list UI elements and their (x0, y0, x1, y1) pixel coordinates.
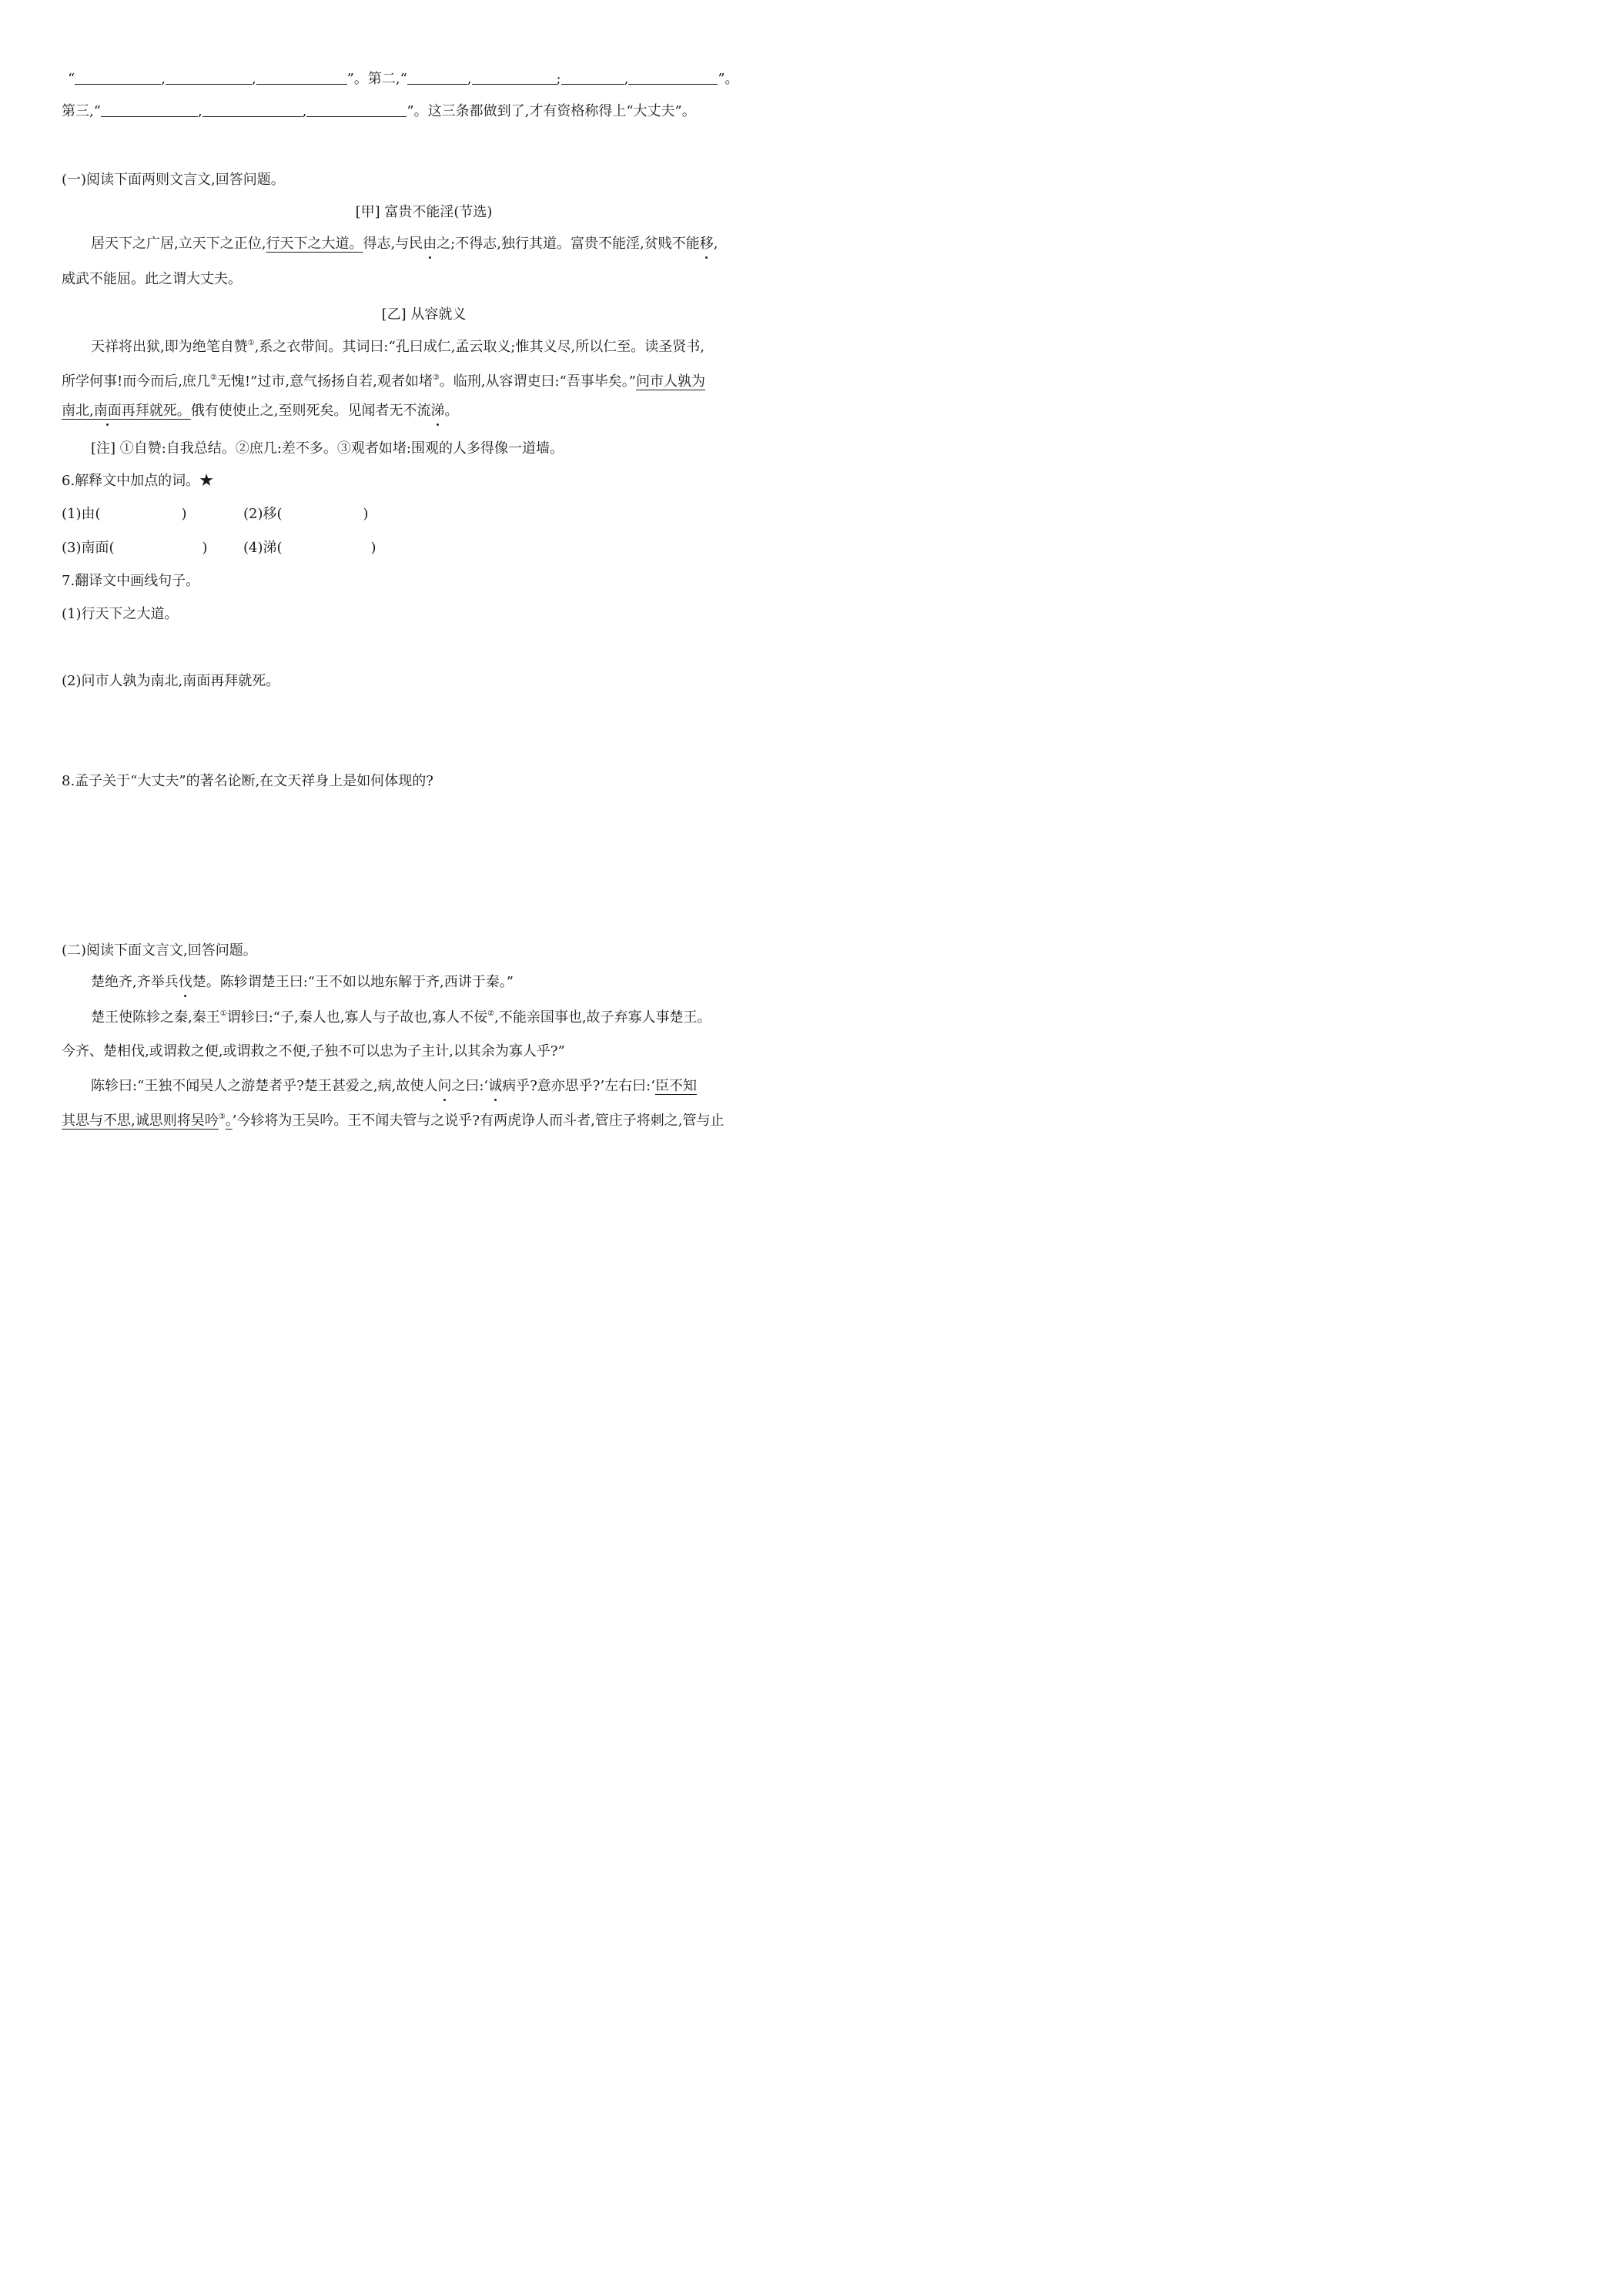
q6-item-4 (243, 539, 376, 557)
answer-blank-3[interactable] (256, 70, 347, 85)
passage-text: 之;不得志,独行其道。富贵不能淫,贫贱不能 (437, 236, 700, 252)
underlined-sentence: 再拜就死。 (121, 403, 191, 419)
comma: , (161, 71, 166, 87)
fill-blank-text: 第三,“ (62, 103, 101, 119)
passage-yi-title: [乙] 从容就义 (381, 306, 467, 323)
answer-blank-2[interactable] (166, 70, 252, 85)
question-6: 6.解释文中加点的词。★ (62, 473, 214, 489)
answer-blank-8[interactable] (101, 102, 198, 117)
answer-blank-7[interactable] (628, 70, 718, 85)
underlined-sentence: 臣不知 (654, 1078, 697, 1094)
q6-item-label: (2)移( (243, 506, 283, 522)
passage-text: 所学何事!而今而后,庶几 (62, 373, 210, 390)
passage-text: ,不能亲国事也,故子弃寡人事楚王。 (494, 1009, 711, 1026)
underlined-sentence: 问市人孰为 (636, 373, 705, 390)
footnote-marker: ② (487, 1009, 495, 1018)
passage-2-line-3: 今齐、楚相伐,或谓救之便,或谓救之不便,子独不可以忠为子主计,以其余为寡人乎?” (62, 1043, 565, 1059)
question-7: 7.翻译文中画线句子。 (62, 573, 200, 589)
q6-item-label: (3)南面( (62, 540, 115, 556)
comma: , (197, 103, 202, 119)
passage-text: 楚王使陈轸之秦,秦王 (91, 1009, 220, 1026)
dotted-word: 由 (423, 236, 437, 252)
passage-jia-title: [甲] 富贵不能淫(节选) (355, 204, 493, 220)
passage-text: , (713, 236, 718, 252)
passage-yi-line-1 (91, 338, 704, 356)
passage-text: 之曰:‘ (451, 1078, 489, 1094)
paren-close: ) (181, 506, 187, 522)
quote-open: “ (68, 71, 75, 87)
passage-text: ,系之衣带间。其词曰:“孔曰成仁,孟云取义;惟其义尽,所以仁至。读圣贤书, (254, 339, 704, 355)
fill-blank-line-1 (68, 70, 739, 89)
question-7-2: (2)问市人孰为南北,南面再拜就死。 (62, 673, 280, 689)
passage-text: 谓轸曰:“子,秦人也,寡人与子故也,寡人不佞 (226, 1009, 488, 1026)
semicolon: ; (556, 71, 561, 87)
dotted-word: 伐 (178, 974, 192, 990)
q6-item-label: (1)由( (62, 506, 101, 522)
paren-close: ) (370, 540, 376, 556)
passage-2-line-2 (91, 1009, 711, 1027)
passage-yi-line-3 (62, 402, 458, 420)
passage-yi-line-2 (62, 373, 705, 391)
passage-jia-line-2: 威武不能屈。此之谓大丈夫。 (62, 271, 242, 287)
passage-text: ’今轸将为王吴吟。王不闻夫管与之说乎?有两虎诤人而斗者,管庄子将刺之,管与止 (232, 1113, 724, 1129)
fill-blank-text: ”。 (718, 71, 739, 87)
q6-item-1 (62, 505, 187, 524)
section-heading-1: (一)阅读下面两则文言文,回答问题。 (62, 172, 285, 188)
answer-blank-10[interactable] (306, 102, 407, 117)
fill-blank-text: ”。第二,“ (346, 71, 407, 87)
passage-2-line-1 (91, 973, 514, 992)
footnote-marker: ① (247, 339, 255, 347)
passage-text: 楚绝齐,齐举兵 (91, 974, 179, 990)
passage-2-line-5 (62, 1112, 724, 1130)
comma: , (624, 71, 629, 87)
passage-text: 。 (444, 403, 459, 419)
footnote-marker: ③ (432, 373, 440, 382)
passage-text: 天祥将出狱,即为绝笔自赞 (91, 339, 248, 355)
comma: , (302, 103, 307, 119)
passage-text: 俄有使使止之,至则死矣。见闻者无不流 (190, 403, 431, 419)
dotted-word: 涕 (430, 403, 445, 419)
comma: , (467, 71, 472, 87)
section-heading-2: (二)阅读下面文言文,回答问题。 (62, 942, 257, 959)
q6-item-2 (243, 505, 369, 524)
paren-close: ) (202, 540, 208, 556)
underlined-sentence: 其思与不思,诚思则将吴吟 (62, 1113, 219, 1129)
passage-text: 楚。陈轸谓楚王曰:“王不如以地东解于齐,西讲于秦。” (192, 974, 514, 990)
fill-blank-text: ”。这三条都做到了,才有资格称得上“大丈夫”。 (407, 103, 696, 119)
q6-item-label: (4)涕( (243, 540, 283, 556)
footnote-marker: ③ (218, 1113, 226, 1121)
paren-close: ) (363, 506, 369, 522)
underlined-sentence: 。 (225, 1113, 233, 1129)
passage-text: 陈轸曰:“王独不闻吴人之游楚者乎?楚王甚爱之,病,故使人 (91, 1078, 438, 1094)
passage-text: 。临刑,从容谓吏曰:“吾事毕矣。” (439, 373, 636, 390)
fill-blank-line-2 (62, 102, 696, 121)
passage-text: 病乎?意亦思乎?’左右曰:‘ (502, 1078, 655, 1094)
passage-text: 无愧!”过市,意气扬扬自若,观者如堵 (216, 373, 433, 390)
dotted-word: 诚 (488, 1078, 503, 1094)
passage-jia-line-1 (91, 235, 718, 253)
underlined-sentence: 行天下之大道。 (266, 236, 363, 252)
passage-2-line-4 (91, 1077, 697, 1096)
answer-blank-6[interactable] (561, 70, 624, 85)
dotted-word: 移 (699, 236, 714, 252)
passage-text: 得志,与民 (363, 236, 423, 252)
q6-item-3 (62, 539, 208, 557)
footnote-marker: ① (219, 1009, 227, 1018)
answer-blank-1[interactable] (75, 70, 161, 85)
dotted-word: 南面 (93, 403, 122, 419)
passage-text: 居天下之广居,立天下之正位, (91, 236, 266, 252)
answer-blank-9[interactable] (202, 102, 303, 117)
footnote-marker: ② (209, 373, 217, 382)
underlined-sentence: 南北, (62, 403, 94, 419)
footnotes: [注] ①自赞:自我总结。②庶几:差不多。③观者如堵:围观的人多得像一道墙。 (91, 440, 564, 457)
question-8: 8.孟子关于“大丈夫”的著名论断,在文天祥身上是如何体现的? (62, 773, 433, 789)
question-7-1: (1)行天下之大道。 (62, 606, 179, 622)
comma: , (251, 71, 256, 87)
answer-blank-5[interactable] (472, 70, 557, 85)
dotted-word: 问 (437, 1078, 452, 1094)
answer-blank-4[interactable] (407, 70, 467, 85)
